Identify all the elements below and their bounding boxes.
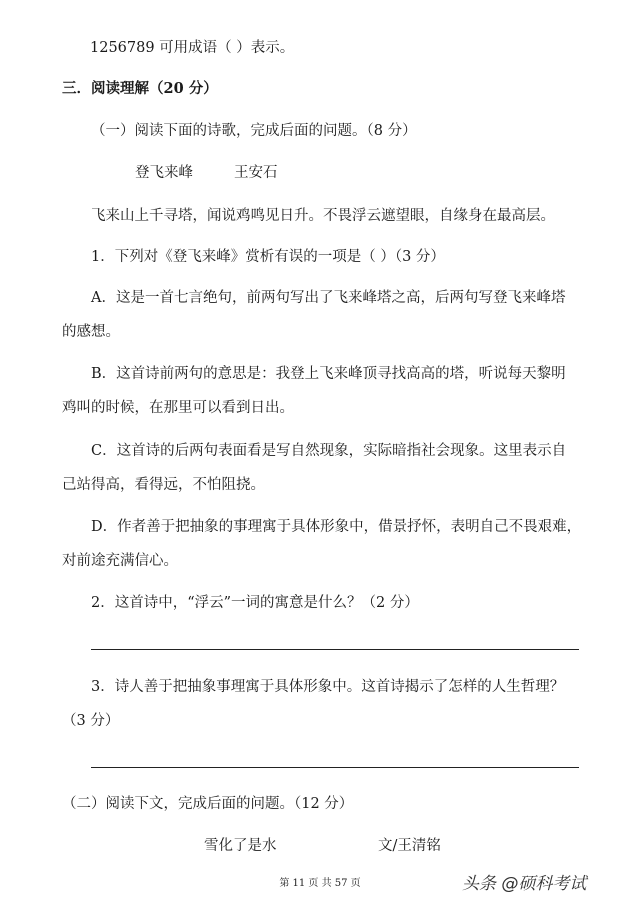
part-two-intro: （二）阅读下文，完成后面的问题。（12 分） xyxy=(62,796,354,812)
poem-title: 登飞来峰 xyxy=(135,165,193,181)
poem-author: 王安石 xyxy=(234,165,278,181)
question-two-stem: 2．这首诗中，“浮云”一词的寓意是什么？（2 分） xyxy=(91,595,419,611)
idiom-question-line: 1256789 可用成语（ ）表示。 xyxy=(90,40,295,56)
answer-line-q3[interactable] xyxy=(91,767,579,768)
section-three-heading: 三．阅读理解（20 分） xyxy=(62,80,218,97)
question-three-stem-line-1: 3．诗人善于把抽象事理寓于具体形象中。这首诗揭示了怎样的人生哲理？ xyxy=(91,679,565,695)
option-a-line-2: 的感想。 xyxy=(62,324,120,340)
option-a-line-1: A．这是一首七言绝句，前两句写出了飞来峰塔之高，后两句写登飞来峰塔 xyxy=(91,290,566,306)
article-author: 文/王清铭 xyxy=(378,838,441,854)
option-c-line-1: C．这首诗的后两句表面看是写自然现象，实际暗指社会现象。这里表示自 xyxy=(91,443,567,459)
option-d-line-2: 对前途充满信心。 xyxy=(62,553,178,569)
answer-line-q2[interactable] xyxy=(91,649,579,650)
article-title: 雪化了是水 xyxy=(204,838,277,854)
page-number-footer: 第 11 页 共 57 页 xyxy=(279,878,361,889)
option-b-line-2: 鸡叫的时候，在那里可以看到日出。 xyxy=(62,400,294,416)
option-b-line-1: B．这首诗前两句的意思是：我登上飞来峰顶寻找高高的塔，听说每天黎明 xyxy=(91,366,566,382)
part-one-intro: （一）阅读下面的诗歌，完成后面的问题。（8 分） xyxy=(91,123,417,139)
question-one-stem: 1．下列对《登飞来峰》赏析有误的一项是（ ）（3 分） xyxy=(91,249,445,265)
poem-text: 飞来山上千寻塔，闻说鸡鸣见日升。不畏浮云遮望眼，自缘身在最高层。 xyxy=(91,208,555,224)
question-three-stem-line-2: （3 分） xyxy=(62,713,120,729)
watermark: 头条 @硕科考试 xyxy=(462,874,587,894)
option-c-line-2: 己站得高，看得远，不怕阻挠。 xyxy=(62,477,265,493)
option-d-line-1: D．作者善于把抽象的事理寓于具体形象中，借景抒怀，表明自己不畏艰难， xyxy=(91,519,582,535)
